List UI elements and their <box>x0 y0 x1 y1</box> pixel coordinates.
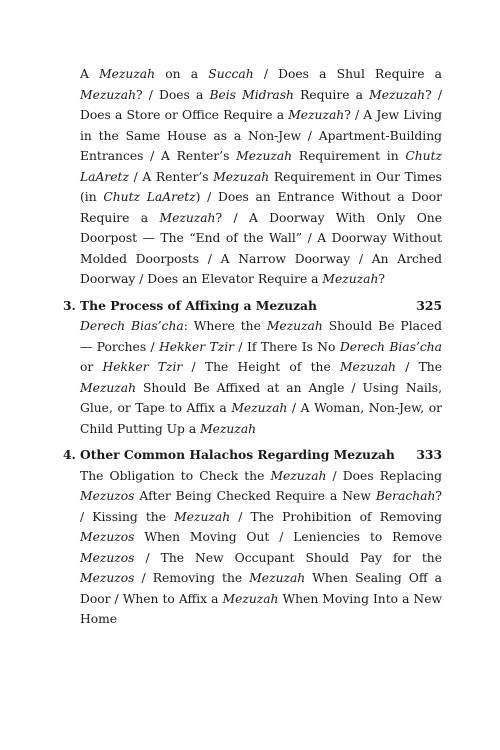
table-of-contents-page <box>63 64 442 630</box>
text-run: / A Renter’s <box>128 169 214 184</box>
text-run: After Being Checked Require a New <box>134 489 376 503</box>
chapter-4-entry <box>63 445 442 630</box>
text-run: ) / Does an Entrance Without a Door Require a <box>80 190 442 225</box>
text-run: ? <box>378 272 385 286</box>
italic-term: Mezuzah <box>249 571 306 585</box>
text-run: Require a <box>293 87 370 102</box>
text-run: Requirement in <box>292 149 406 163</box>
text-run: When Sealing Off a Door / When to Affix a <box>80 571 442 606</box>
italic-term: Mezuzah <box>322 272 379 286</box>
italic-term: Mezuzos <box>80 550 135 565</box>
chapter-3-entry <box>63 296 442 440</box>
text-run: When Moving Out / Leniencies to Remove <box>134 530 442 544</box>
italic-term: Mezuzah <box>99 67 156 81</box>
text-run: / Removing the <box>134 571 250 585</box>
italic-term: Mezuzos <box>80 571 135 585</box>
chapter-2-topics-continued <box>80 64 442 290</box>
italic-term: Chutz LaAretz <box>103 190 196 204</box>
text-run: ? / Does a Store or Office Require a <box>80 87 442 122</box>
italic-term: Mezuzah <box>174 509 231 524</box>
text-run: ? / A Jew Living in the Same House as a Non-Jew / Apartment-Building Entrances / A Renter’s <box>80 108 442 163</box>
chapter-3-topics <box>80 316 442 439</box>
italic-term: Hekker Tzir <box>102 360 183 374</box>
text-run: / If There Is No <box>234 339 340 354</box>
italic-term: Mezuzah <box>339 360 396 374</box>
text-run: / The <box>395 360 442 374</box>
italic-term: Mezuzah <box>222 591 279 606</box>
italic-term: Mezuzah <box>213 169 270 184</box>
italic-term: Mezuzah <box>270 468 327 483</box>
italic-term: Mezuzah <box>231 401 288 415</box>
italic-term: Mezuzah <box>288 108 345 122</box>
italic-term: Succah <box>208 67 254 81</box>
italic-term: Hekker Tzir <box>159 339 235 354</box>
text-run: Requirement in Our Times (in <box>80 169 442 204</box>
italic-term: Mezuzah <box>159 210 216 225</box>
text-run: / Does a Shul Require a <box>253 67 442 81</box>
text-run: Should Be Affixed at an Angle / Using Nails, Glue, or Tape to Affix a <box>80 380 442 415</box>
chapter-4-topics <box>80 466 442 630</box>
chapter-4-page-number: 333 <box>416 447 442 462</box>
italic-term: Berachah <box>375 489 436 503</box>
text-run: The Obligation to Check the <box>80 468 271 483</box>
chapter-4-heading <box>63 445 442 466</box>
text-run: ? / Kissing the <box>80 489 442 524</box>
text-run: on a <box>155 67 209 81</box>
italic-term: Mezuzah <box>236 149 293 163</box>
text-run: : Where the <box>183 319 267 333</box>
text-run: / Does Replacing <box>326 468 442 483</box>
text-run: Should Be Placed — Porches / <box>80 319 442 354</box>
text-run: / The Prohibition of Removing <box>230 509 442 524</box>
chapter-3-number: 3. <box>63 297 76 313</box>
italic-term: Mezuzah <box>80 380 136 395</box>
text-run: When Moving Into a New Home <box>80 591 442 626</box>
chapter-4-number: 4. <box>63 447 76 462</box>
chapter-4-title: Other Common Halachos Regarding Mezuzah <box>80 447 395 462</box>
text-run: / A Woman, Non-Jew, or Child Putting Up a <box>80 401 442 436</box>
text-run: or <box>80 360 103 374</box>
italic-term: Mezuzah <box>200 421 257 436</box>
italic-term: Mezuzos <box>80 530 135 544</box>
italic-term: Chutz LaAretz <box>80 149 442 184</box>
italic-term: Derech Bias’cha <box>80 319 184 333</box>
italic-term: Mezuzah <box>80 87 136 102</box>
italic-term: Derech Bias’cha <box>339 339 442 354</box>
chapter-3-page-number: 325 <box>416 297 442 313</box>
italic-term: Mezuzah <box>266 319 323 333</box>
italic-term: Mezuzos <box>80 489 135 503</box>
italic-term: Beis Midrash <box>209 87 294 102</box>
italic-term: Mezuzah <box>369 87 426 102</box>
text-run: / The Height of the <box>182 360 340 374</box>
chapter-3-heading <box>63 296 442 317</box>
text-run: A <box>80 67 100 81</box>
text-run: / The New Occupant Should Pay for the <box>134 550 442 565</box>
chapter-3-title: The Process of Affixing a Mezuzah <box>80 297 317 313</box>
text-run: ? / A Doorway With Only One Doorpost — The “End of the Wall” / A Doorway Without Molded Doorposts / A Narrow Doorway / An Arched Doorway / Does an Elevator Require a <box>80 210 442 286</box>
text-run: ? / Does a <box>136 87 210 102</box>
